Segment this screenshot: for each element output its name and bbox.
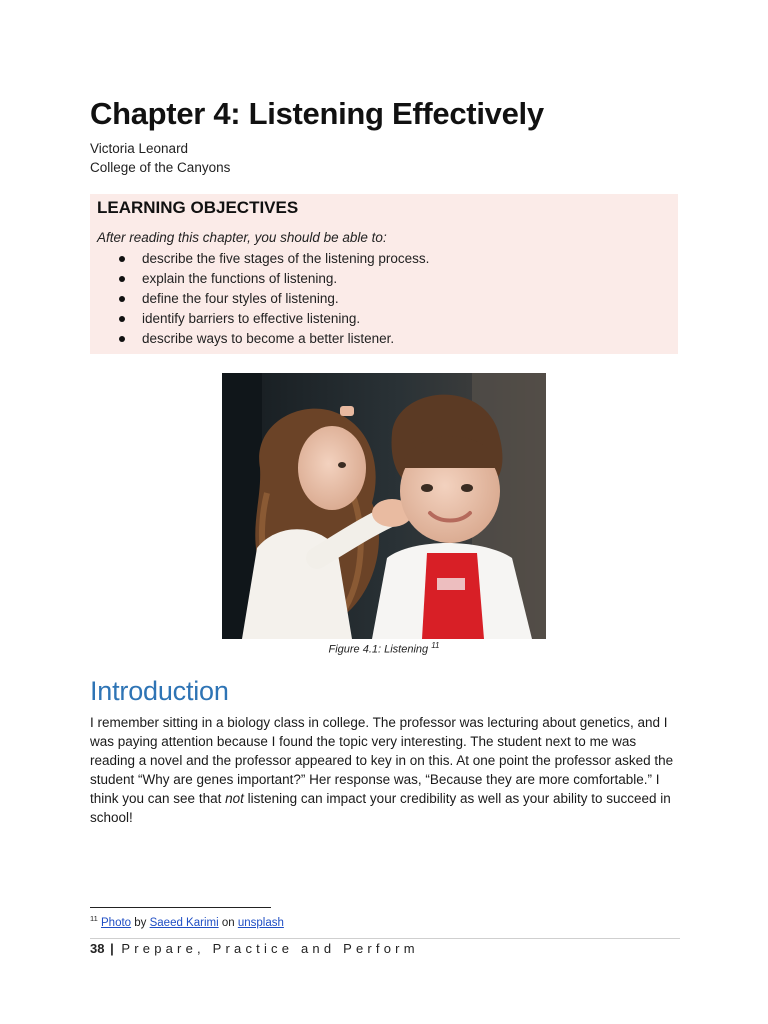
list-item-text: identify barriers to effective listening.: [142, 311, 361, 326]
book-title: Prepare, Practice and Perform: [121, 941, 419, 956]
bullet-icon: [119, 296, 125, 302]
author-institution: College of the Canyons: [90, 160, 231, 175]
list-item-text: describe ways to become a better listener.: [142, 331, 395, 346]
introduction-text-after: listening can impact your credibility as well as your ability to succeed in school!: [90, 791, 671, 825]
footnote: [90, 914, 284, 929]
author-name: Victoria Leonard: [90, 141, 189, 156]
learning-objectives-heading: LEARNING OBJECTIVES: [97, 198, 299, 217]
page-footer: [90, 941, 419, 956]
figure-footnote-ref[interactable]: 11: [431, 641, 440, 650]
figure-caption-text: Figure 4.1: Listening: [328, 643, 429, 656]
introduction-heading: Introduction: [90, 676, 229, 706]
author-block: [90, 139, 230, 177]
photographer-link[interactable]: Saeed Karimi: [149, 916, 219, 929]
footnote-on: on: [218, 916, 238, 929]
bullet-icon: [119, 336, 125, 342]
listening-photo: [222, 373, 546, 639]
footnote-number: 11: [90, 914, 98, 923]
learning-objectives-intro: After reading this chapter, you should be able to:: [97, 230, 387, 245]
page-number: 38: [90, 941, 105, 956]
footnote-by: by: [131, 916, 150, 929]
footer-separator: |: [110, 941, 114, 956]
list-item-text: explain the functions of listening.: [142, 271, 338, 286]
footnote-divider: [90, 907, 271, 908]
footer-divider: [90, 938, 680, 939]
photo-illustration: [222, 373, 546, 639]
bullet-icon: [119, 276, 125, 282]
figure-caption: [0, 641, 768, 656]
list-item-text: define the four styles of listening.: [142, 291, 339, 306]
chapter-title: Chapter 4: Listening Effectively: [90, 96, 544, 131]
photo-link[interactable]: Photo: [101, 916, 132, 929]
introduction-emphasis: not: [225, 791, 244, 806]
introduction-text-before: I remember sitting in a biology class in college. The professor was lecturing about genetics, and I was paying attention because I found the topic very interesting. The student next to me was reading a novel and the professor appeared to key in on this. At one point the professor asked the student “Why are genes important?” Her response was, “Because they are more comfortable.” I think you can see that: [90, 715, 674, 806]
introduction-paragraph: [90, 713, 680, 827]
bullet-icon: [119, 316, 125, 322]
learning-objectives-box: [90, 194, 678, 354]
list-item-text: describe the five stages of the listening process.: [142, 251, 430, 266]
unsplash-link[interactable]: unsplash: [237, 916, 284, 929]
bullet-icon: [119, 256, 125, 262]
